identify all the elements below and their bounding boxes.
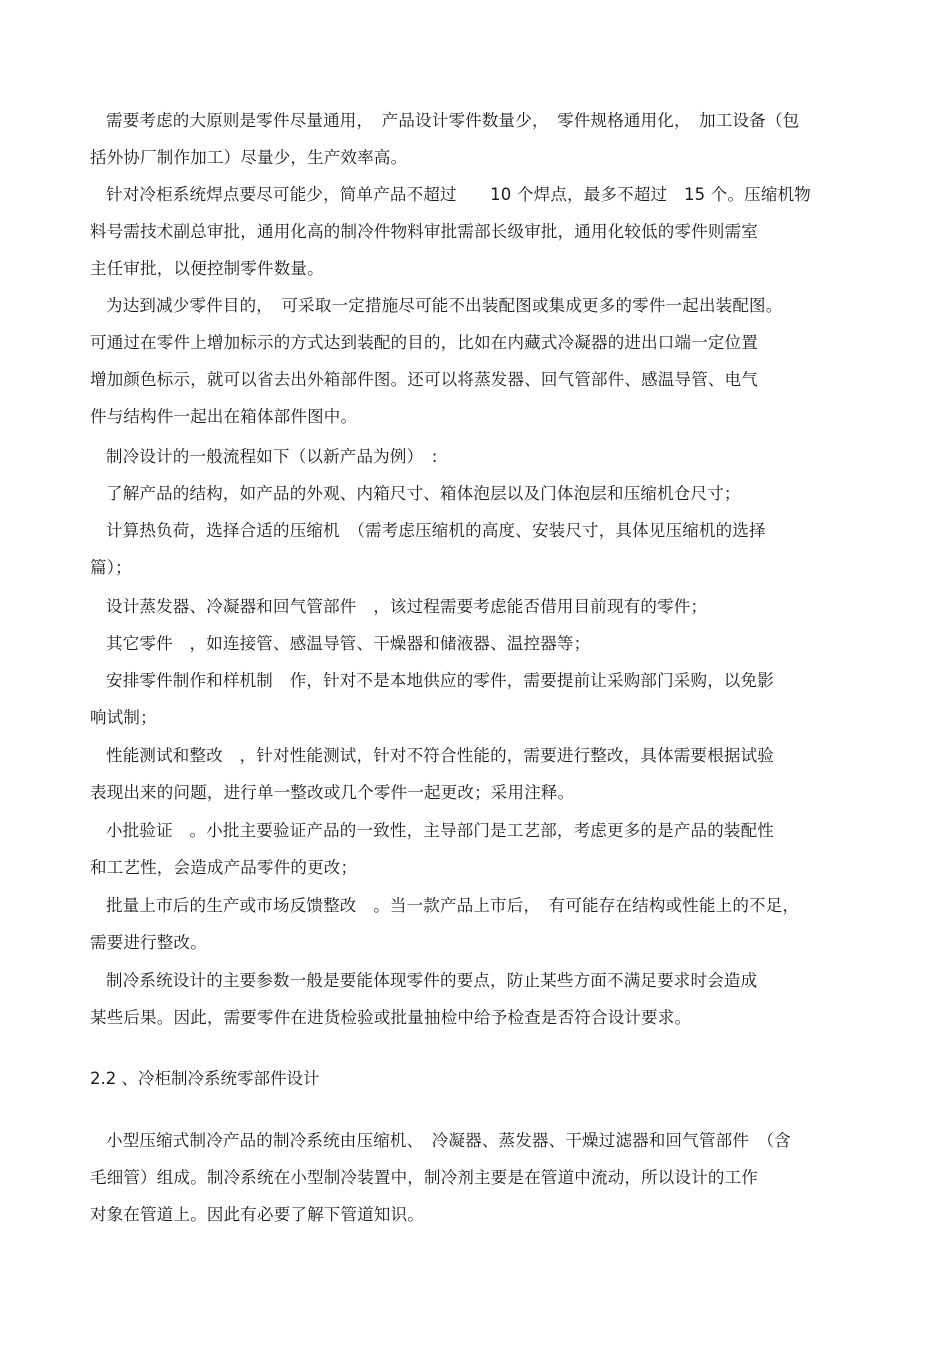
text-line: 小型压缩式制冷产品的制冷系统由压缩机、 冷凝器、蒸发器、干燥过滤器和回气管部件 （含 bbox=[106, 1131, 791, 1150]
text-line: 性能测试和整改 ，针对性能测试，针对不符合性能的，需要进行整改，具体需要根据试验 bbox=[106, 746, 774, 765]
text-line: 和工艺性，会造成产品零件的更改； bbox=[90, 858, 358, 877]
text-line: 计算热负荷，选择合适的压缩机 （需考虑压缩机的高度、安装尺寸，具体见压缩机的选择 bbox=[106, 521, 766, 540]
text-line: 响试制； bbox=[90, 708, 157, 727]
text-line: 针对冷柜系统焊点要尽可能少，简单产品不超过 10 个焊点，最多不超过 15 个。压缩机物 bbox=[106, 185, 811, 204]
text-line: 括外协厂制作加工）尽量少，生产效率高。 bbox=[90, 148, 408, 167]
text-line: 毛细管）组成。制冷系统在小型制冷装置中，制冷剂主要是在管道中流动，所以设计的工作 bbox=[90, 1168, 758, 1187]
text-line: 制冷设计的一般流程如下（以新产品为例） : bbox=[106, 447, 438, 466]
text-line: 安排零件制作和样机制 作，针对不是本地供应的零件，需要提前让采购部门采购，以免影 bbox=[106, 671, 774, 690]
text-line: 件与结构件一起出在箱体部件图中。 bbox=[90, 407, 358, 426]
text-line: 主任审批，以便控制零件数量。 bbox=[90, 259, 324, 278]
text-line: 其它零件 ，如连接管、感温导管、干燥器和储液器、温控器等； bbox=[106, 634, 591, 653]
text-line: 增加颜色标示，就可以省去出外箱部件图。还可以将蒸发器、回气管部件、感温导管、电气 bbox=[90, 370, 758, 389]
text-line: 可通过在零件上增加标示的方式达到装配的目的，比如在内藏式冷凝器的进出口端一定位置 bbox=[90, 333, 758, 352]
text-line: 小批验证 。小批主要验证产品的一致性，主导部门是工艺部，考虑更多的是产品的装配性 bbox=[106, 821, 774, 840]
text-line: 批量上市后的生产或市场反馈整改 。当一款产品上市后， 有可能存在结构或性能上的不足， bbox=[106, 896, 800, 915]
text-line: 为达到减少零件目的， 可采取一定措施尽可能不出装配图或集成更多的零件一起出装配图。 bbox=[106, 296, 783, 315]
text-line: 需要进行整改。 bbox=[90, 933, 207, 952]
text-line: 某些后果。因此，需要零件在进货检验或批量抽检中给予检查是否符合设计要求。 bbox=[90, 1008, 692, 1027]
text-line: 设计蒸发器、冷凝器和回气管部件 ，该过程需要考虑能否借用目前现有的零件； bbox=[106, 597, 708, 616]
text-line: 对象在管道上。因此有必要了解下管道知识。 bbox=[90, 1205, 424, 1224]
text-line: 需要考虑的大原则是零件尽量通用， 产品设计零件数量少， 零件规格通用化， 加工设备（包 bbox=[106, 111, 800, 130]
section-heading: 2.2 、冷柜制冷系统零部件设计 bbox=[90, 1069, 320, 1088]
text-line: 制冷系统设计的主要参数一般是要能体现零件的要点，防止某些方面不满足要求时会造成 bbox=[106, 971, 758, 990]
text-line: 了解产品的结构，如产品的外观、内箱尺寸、箱体泡层以及门体泡层和压缩机仓尺寸； bbox=[106, 484, 741, 503]
text-line: 料号需技术副总审批，通用化高的制冷件物料审批需部长级审批，通用化较低的零件则需室 bbox=[90, 222, 758, 241]
text-line: 表现出来的问题，进行单一整改或几个零件一起更改；采用注释。 bbox=[90, 783, 575, 802]
text-line: 篇）； bbox=[90, 558, 132, 577]
